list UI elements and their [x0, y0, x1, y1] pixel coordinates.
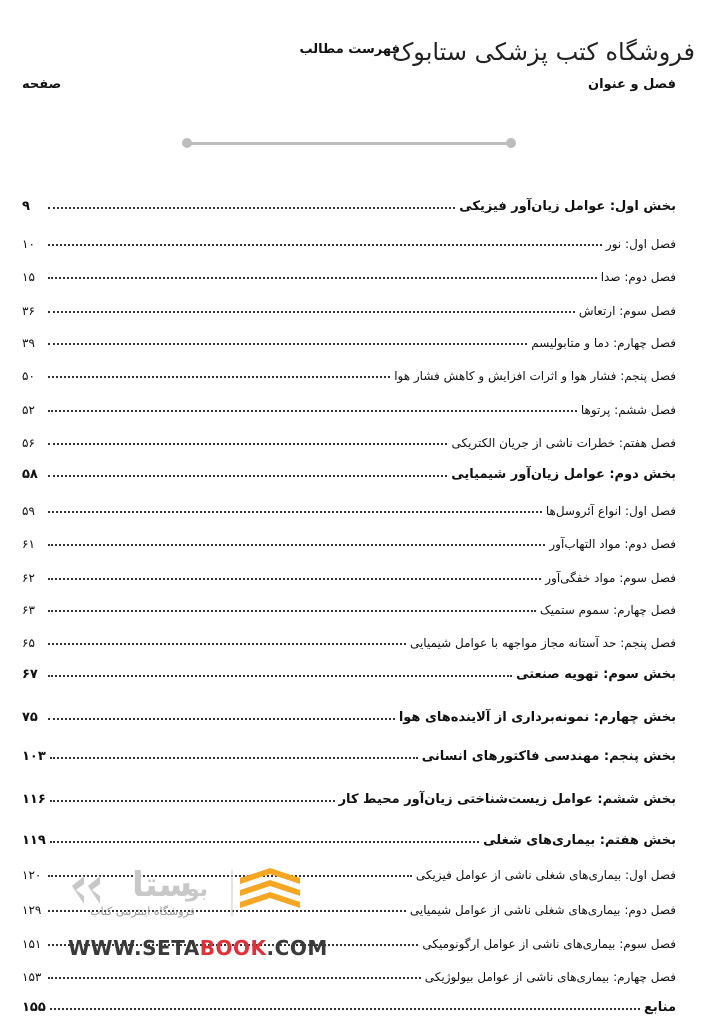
book-logo-icon — [240, 868, 300, 908]
chevron-icon — [72, 876, 100, 904]
toc-entry-title: بخش هفتم: بیماری‌های شغلی — [483, 833, 676, 848]
toc-entry-title: فصل اول: انواع آئروسل‌ها — [545, 504, 676, 518]
toc-entry-title: منابع — [644, 1000, 676, 1015]
toc-entry-title: فصل دوم: بیماری‌های شغلی ناشی از عوامل شیمیایی — [409, 903, 676, 917]
toc-chapter-row[interactable] — [22, 361, 676, 383]
toc-chapter-row[interactable] — [22, 262, 676, 284]
dot-leader — [50, 1007, 640, 1010]
dot-leader — [50, 840, 479, 843]
dot-leader — [48, 674, 512, 677]
dot-leader — [48, 609, 536, 612]
toc-chapter-row[interactable] — [22, 229, 676, 251]
dot-leader — [48, 543, 545, 546]
toc-entry-page: ۹ — [22, 199, 30, 214]
column-header-chapter: فصل و عنوان — [588, 77, 676, 92]
dot-leader — [48, 276, 597, 279]
toc-entry-title: بخش سوم: تهویه صنعتی — [516, 667, 676, 682]
toc-chapter-row[interactable] — [22, 328, 676, 350]
toc-entry-page: ۱۱۹ — [22, 833, 46, 848]
toc-entry-page: ۵۸ — [22, 467, 38, 482]
toc-entry-title: فصل دوم: مواد التهاب‌آور — [549, 537, 676, 551]
toc-chapter-row[interactable] — [22, 563, 676, 585]
toc-part-row[interactable] — [22, 742, 676, 764]
toc-entry-page: ۳۶ — [22, 304, 35, 318]
toc-entry-title: بخش اول: عوامل زیان‌آور فیزیکی — [459, 199, 676, 214]
dot-leader — [48, 409, 577, 412]
dot-leader — [50, 756, 418, 759]
toc-entry-page: ۶۲ — [22, 571, 35, 585]
toc-chapter-row[interactable] — [22, 296, 676, 318]
toc-entry-title: فصل سوم: بیماری‌های ناشی از عوامل ارگونومیکی — [422, 937, 676, 951]
toc-entry-page: ۶۳ — [22, 603, 35, 617]
toc-entry-page: ۱۰ — [22, 237, 35, 251]
toc-entry-page: ۵۹ — [22, 504, 35, 518]
dot-leader — [48, 976, 421, 979]
toc-heading: فهرست مطالب — [299, 42, 400, 57]
toc-entry-page: ۶۵ — [22, 636, 35, 650]
toc-part-row[interactable] — [22, 460, 676, 482]
dot-leader — [48, 442, 447, 445]
toc-part-row[interactable] — [22, 703, 676, 725]
toc-entry-title: فصل اول: بیماری‌های شغلی ناشی از عوامل فیزیکی — [415, 868, 676, 882]
dot-leader — [48, 342, 527, 345]
column-header-page: صفحه — [22, 77, 62, 92]
toc-entry-page: ۵۰ — [22, 369, 35, 383]
toc-entry-page: ۱۲۹ — [22, 903, 42, 917]
svg-text:ستا: ستا — [131, 865, 193, 905]
dot-leader — [48, 577, 541, 580]
toc-chapter-row[interactable] — [22, 595, 676, 617]
dot-leader — [48, 310, 575, 313]
toc-entry-page: ۱۵۳ — [22, 970, 42, 984]
toc-entry-title: فصل پنجم: فشار هوا و اثرات افزایش و کاهش فشار هوا — [394, 369, 676, 383]
toc-entry-page: ۵۲ — [22, 403, 35, 417]
toc-entry-title: فصل هفتم: خطرات ناشی از جریان الکتریکی — [451, 436, 676, 450]
toc-entry-title: فصل چهارم: بیماری‌های ناشی از عوامل بیولوژیکی — [424, 970, 676, 984]
progress-track[interactable] — [186, 142, 511, 145]
toc-part-row[interactable] — [22, 993, 676, 1015]
toc-entry-title: فصل دوم: صدا — [600, 270, 676, 284]
toc-entry-page: ۱۵۱ — [22, 937, 42, 951]
toc-entry-title: بخش پنجم: مهندسی فاکتورهای انسانی — [421, 749, 676, 764]
toc-chapter-row[interactable] — [22, 395, 676, 417]
progress-start-handle[interactable] — [182, 138, 192, 148]
toc-entry-title: فصل سوم: مواد خفگی‌آور — [545, 571, 676, 585]
toc-entry-page: ۱۵۵ — [22, 1000, 46, 1015]
toc-entry-title: فصل چهارم: سموم ستمیک — [539, 603, 676, 617]
dot-leader — [50, 799, 335, 802]
toc-chapter-row[interactable] — [22, 428, 676, 450]
toc-entry-page: ۱۵ — [22, 270, 35, 284]
toc-entry-page: ۶۱ — [22, 537, 35, 551]
toc-chapter-row[interactable] — [22, 529, 676, 551]
toc-entry-title: بخش ششم: عوامل زیست‌شناختی زیان‌آور محیط کار — [338, 792, 676, 807]
store-title: فروشگاه کتب پزشکی ستابوک — [391, 38, 695, 66]
toc-entry-title: فصل پنجم: حد آستانه مجاز مواجهه با عوامل شیمیایی — [409, 636, 676, 650]
watermark-url: WWW.SETABOOK.COM — [68, 936, 328, 960]
toc-entry-page: ۱۲۰ — [22, 868, 42, 882]
dot-leader — [48, 642, 406, 645]
dot-leader — [48, 206, 455, 209]
toc-entry-page: ۷۵ — [22, 710, 38, 725]
toc-entry-page: ۶۷ — [22, 667, 38, 682]
toc-part-row[interactable] — [22, 660, 676, 682]
dot-leader — [48, 375, 390, 378]
toc-part-row[interactable] — [22, 826, 676, 848]
toc-entry-page: ۱۱۶ — [22, 792, 46, 807]
toc-entry-title: فصل سوم: ارتعاش — [578, 304, 676, 318]
svg-text:بو: بو — [185, 877, 209, 902]
dot-leader — [48, 474, 447, 477]
toc-part-row[interactable] — [22, 192, 676, 214]
dot-leader — [48, 243, 602, 246]
watermark-tagline: فروشگاه اینترنتی کتاب — [90, 905, 195, 918]
toc-entry-title: بخش چهارم: نمونه‌برداری از آلاینده‌های هوا — [398, 710, 676, 725]
toc-entry-title: فصل اول: نور — [605, 237, 676, 251]
toc-chapter-row[interactable] — [22, 628, 676, 650]
toc-chapter-row[interactable] — [22, 496, 676, 518]
toc-entry-title: فصل چهارم: دما و متابولیسم — [531, 336, 676, 350]
toc-part-row[interactable] — [22, 785, 676, 807]
dot-leader — [48, 717, 395, 720]
progress-end-handle[interactable] — [506, 138, 516, 148]
toc-entry-page: ۵۶ — [22, 436, 35, 450]
toc-entry-page: ۳۹ — [22, 336, 35, 350]
dot-leader — [48, 510, 542, 513]
toc-entry-title: بخش دوم: عوامل زیان‌آور شیمیایی — [451, 467, 676, 482]
toc-entry-title: فصل ششم: پرتوها — [580, 403, 676, 417]
toc-entry-page: ۱۰۳ — [22, 749, 46, 764]
